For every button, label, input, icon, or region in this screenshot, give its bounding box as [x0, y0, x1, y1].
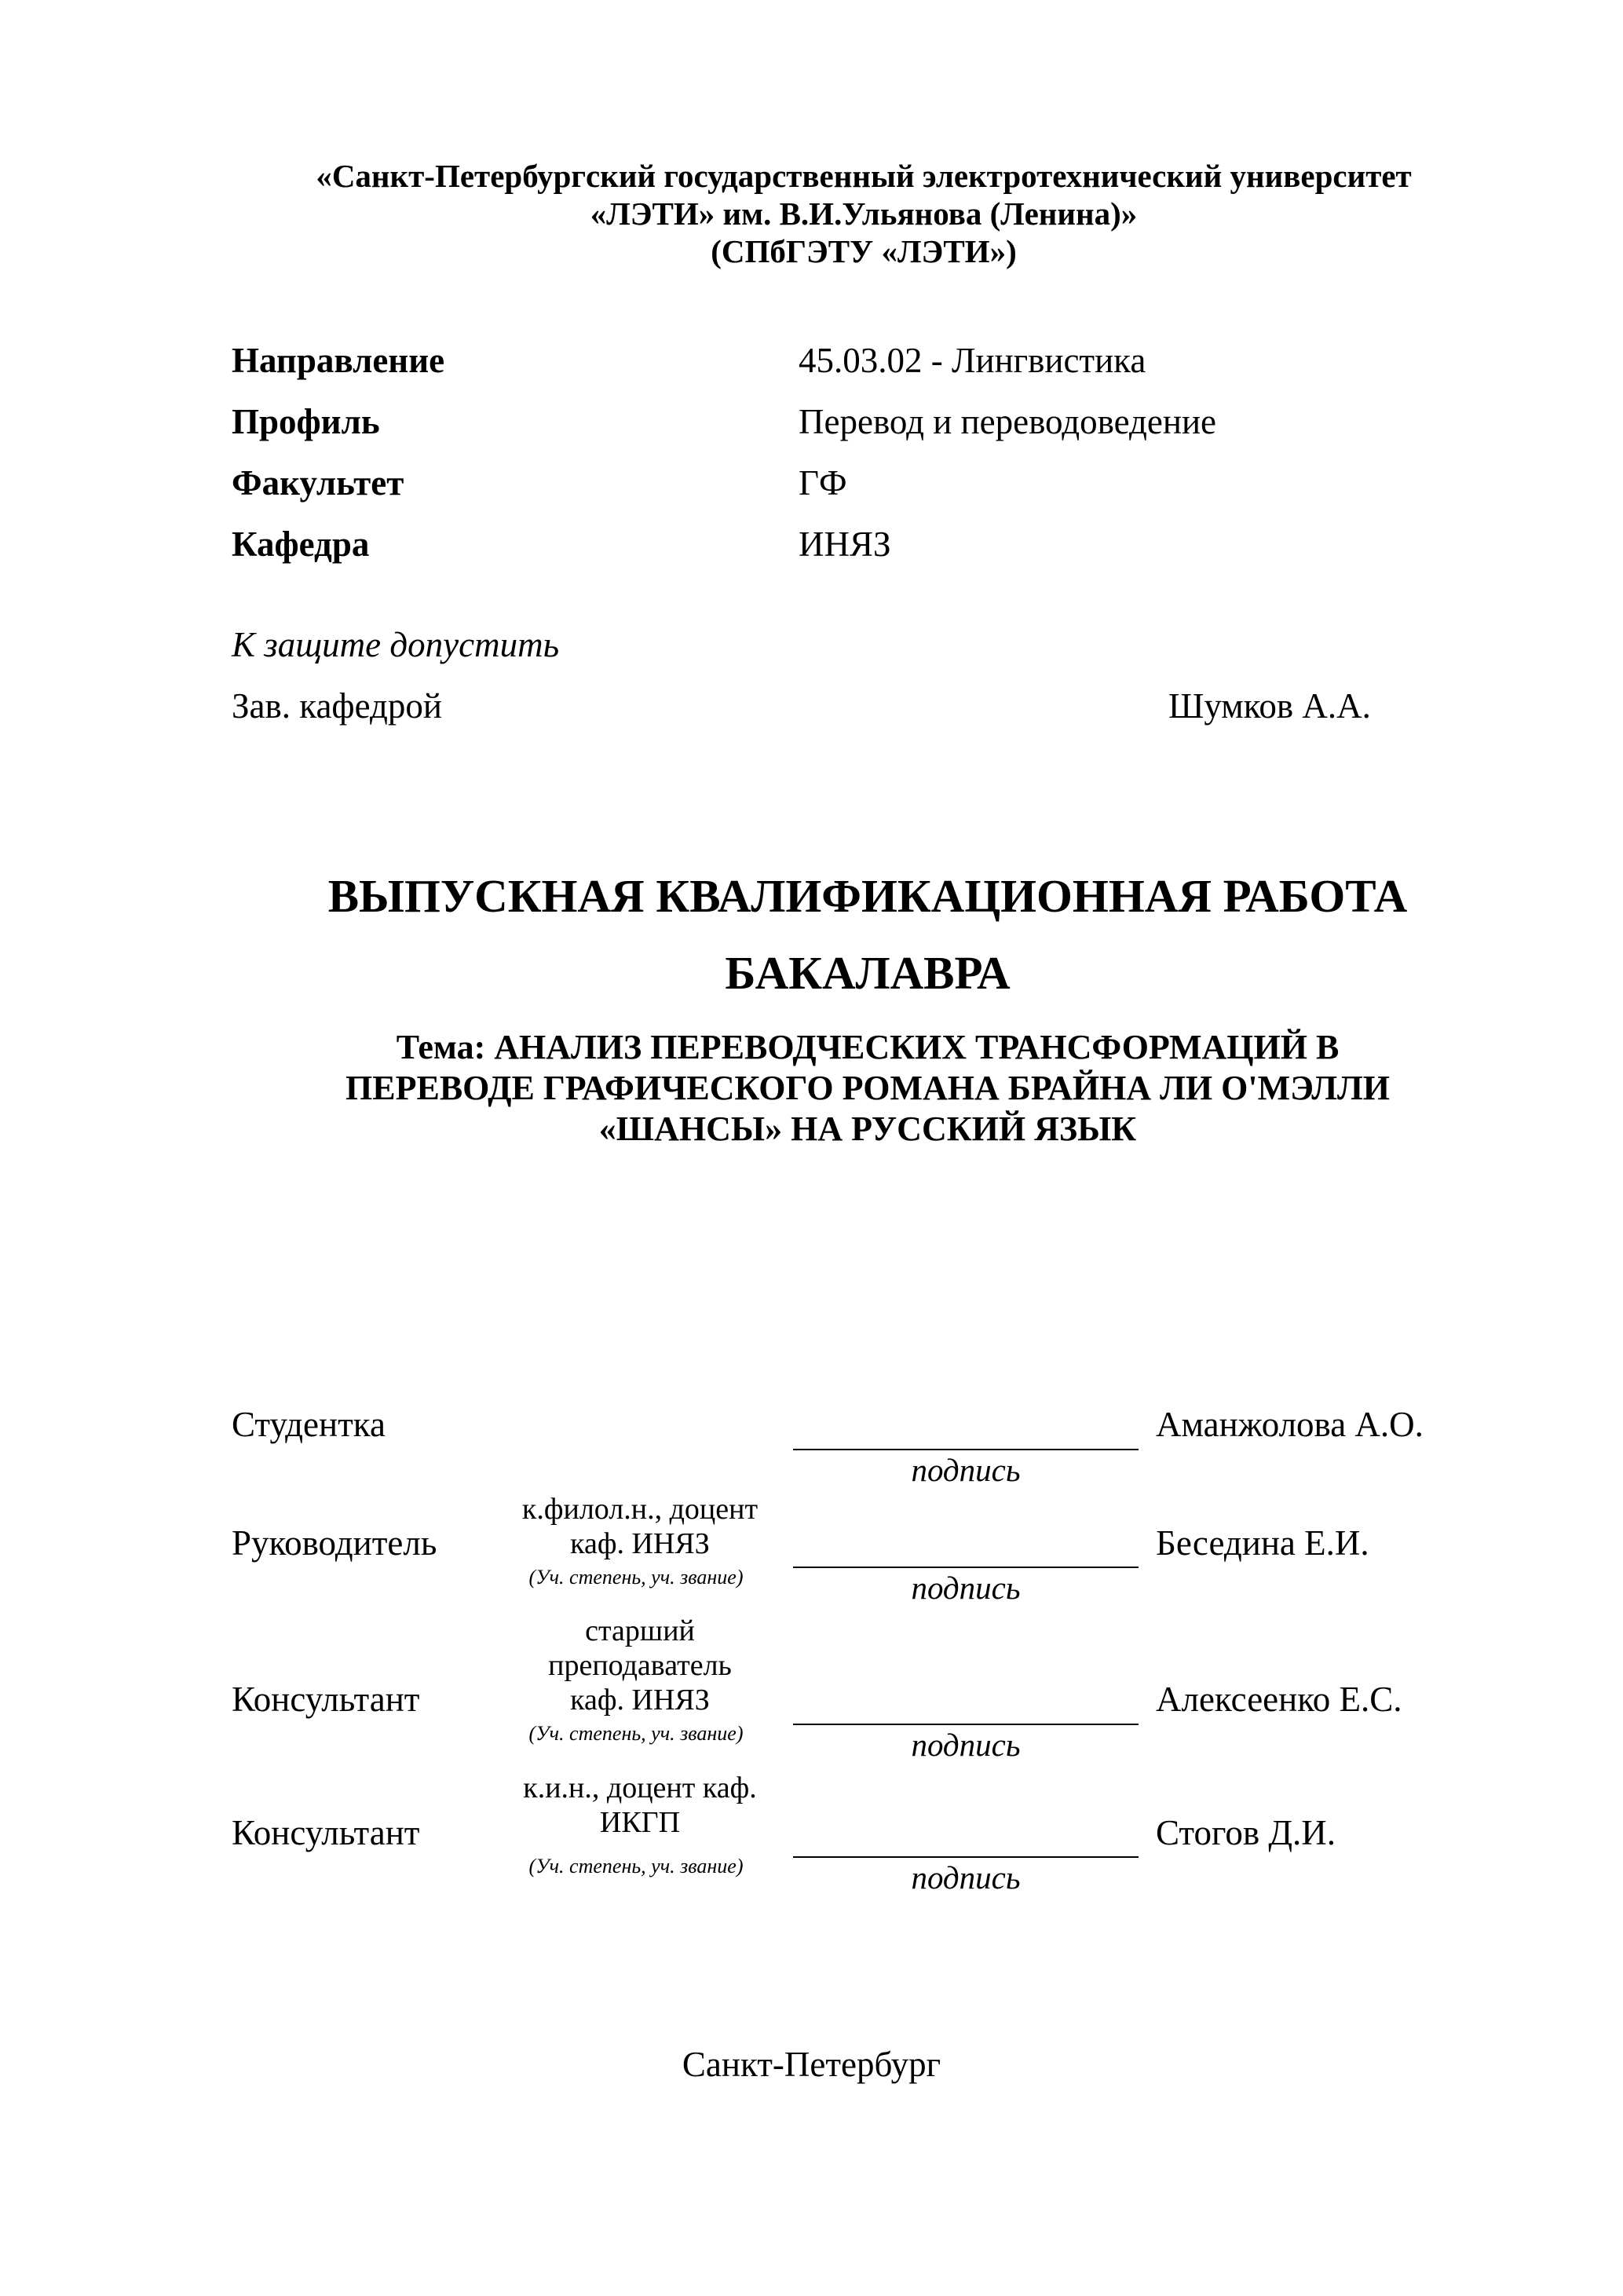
consultant1-signature-line	[793, 1724, 1139, 1725]
consultant2-signature-line	[793, 1856, 1139, 1858]
student-signature-caption: подпись	[911, 1452, 1021, 1488]
consultant1-degree-line1: старший	[585, 1614, 695, 1647]
topic-line1: Тема: АНАЛИЗ ПЕРЕВОДЧЕСКИХ ТРАНСФОРМАЦИЙ В	[396, 1028, 1340, 1066]
supervisor-name: Беседина Е.И.	[1156, 1523, 1369, 1563]
consultant2-degree-caption: (Уч. степень, уч. звание)	[528, 1855, 744, 1877]
supervisor-signature-caption: подпись	[911, 1570, 1021, 1606]
work-title-line2: БАКАЛАВРА	[725, 947, 1011, 999]
university-name-line1: «Санкт-Петербургский государственный электротехнический университет	[316, 158, 1412, 194]
supervisor-role: Руководитель	[232, 1523, 437, 1563]
consultant1-role: Консультант	[232, 1680, 420, 1719]
supervisor-degree-caption: (Уч. степень, уч. звание)	[528, 1566, 744, 1589]
department-head-label: Зав. кафедрой	[232, 686, 442, 726]
direction-value: 45.03.02 - Лингвистика	[799, 341, 1146, 380]
student-signature-line	[793, 1449, 1139, 1450]
supervisor-signature-line	[793, 1567, 1139, 1568]
consultant2-signature-caption: подпись	[911, 1859, 1021, 1896]
consultant1-degree-caption: (Уч. степень, уч. звание)	[528, 1722, 744, 1745]
student-name: Аманжолова А.О.	[1156, 1405, 1424, 1444]
consultant1-degree-line2: преподаватель	[548, 1649, 732, 1682]
approval-note: К защите допустить	[232, 625, 560, 664]
department-head-name: Шумков А.А.	[1168, 686, 1371, 726]
consultant2-degree-line2: ИКГП	[599, 1806, 681, 1839]
consultant1-signature-caption: подпись	[911, 1727, 1021, 1763]
university-abbreviation: (СПбГЭТУ «ЛЭТИ»)	[711, 233, 1017, 269]
consultant1-degree-line3: каф. ИНЯЗ	[570, 1684, 710, 1717]
topic-line2: ПЕРЕВОДЕ ГРАФИЧЕСКОГО РОМАНА БРАЙНА ЛИ О'МЭЛЛИ	[345, 1069, 1390, 1107]
faculty-label: Факультет	[232, 463, 404, 503]
profile-value: Перевод и переводоведение	[799, 402, 1217, 441]
faculty-value: ГФ	[799, 463, 847, 503]
consultant2-degree-line1: к.и.н., доцент каф.	[523, 1771, 757, 1804]
university-name-line2: «ЛЭТИ» им. В.И.Ульянова (Ленина)»	[590, 196, 1138, 232]
supervisor-degree-line1: к.филол.н., доцент	[521, 1493, 758, 1526]
direction-label: Направление	[232, 341, 445, 380]
consultant2-name: Стогов Д.И.	[1156, 1813, 1336, 1852]
department-value: ИНЯЗ	[799, 525, 891, 564]
consultant2-role: Консультант	[232, 1813, 420, 1852]
topic-line3: «ШАНСЫ» НА РУССКИЙ ЯЗЫК	[598, 1110, 1137, 1148]
work-title-line1: ВЫПУСКНАЯ КВАЛИФИКАЦИОННАЯ РАБОТА	[327, 870, 1408, 922]
student-role: Студентка	[232, 1405, 386, 1444]
department-label: Кафедра	[232, 525, 370, 564]
profile-label: Профиль	[232, 402, 380, 441]
city: Санкт-Петербург	[682, 2045, 941, 2084]
consultant1-name: Алексеенко Е.С.	[1156, 1680, 1402, 1719]
supervisor-degree-line2: каф. ИНЯЗ	[570, 1527, 710, 1560]
